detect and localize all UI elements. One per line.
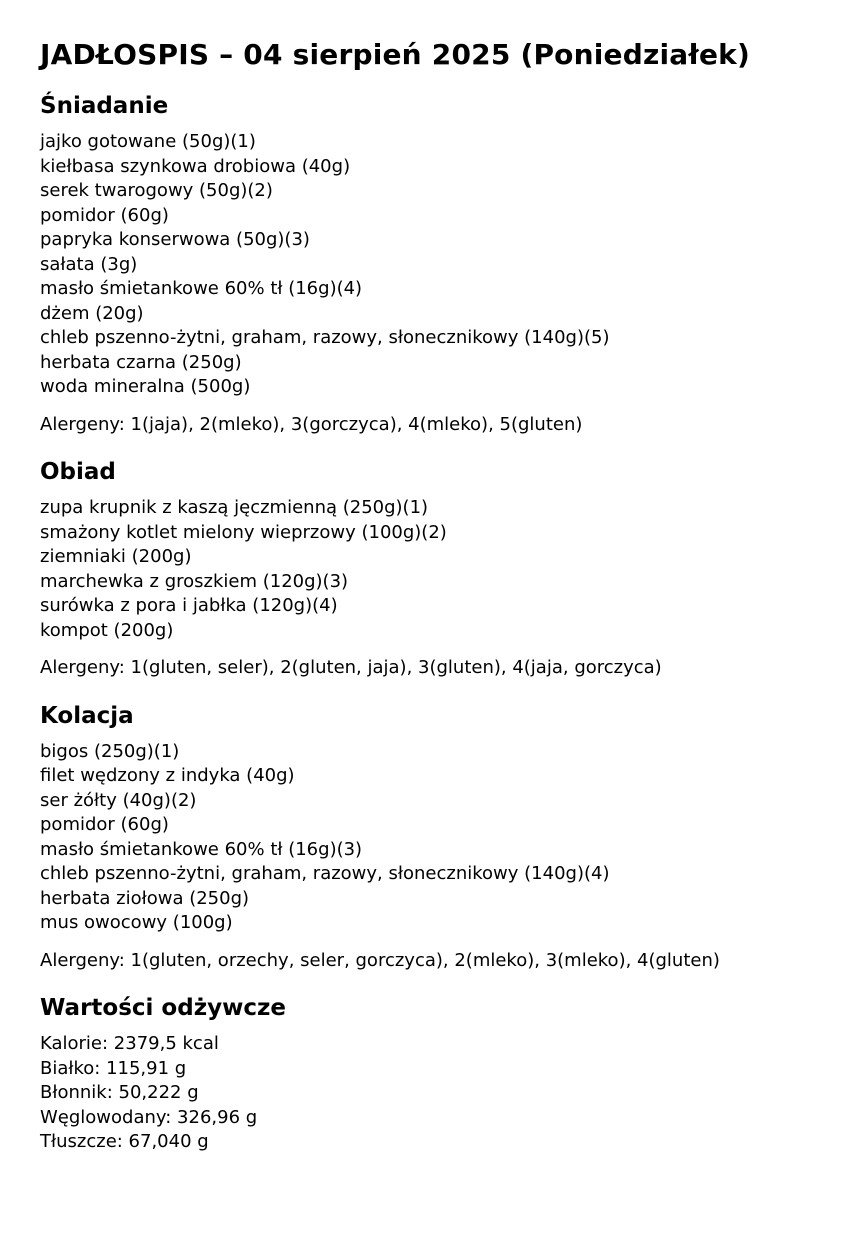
menu-item: herbata czarna (250g) [40,351,242,373]
menu-item: herbata ziołowa (250g) [40,887,250,909]
section-heading: Śniadanie [40,93,169,119]
menu-item: Błonnik: 50,222 g [40,1082,199,1103]
menu-item: papryka konserwowa (50g)(3) [40,229,310,250]
section-heading: Obiad [40,459,116,485]
menu-section [40,459,808,681]
section-items [40,1032,808,1155]
allergens-line: Alergeny: 1(gluten, orzechy, seler, gorczyca), 2(mleko), 3(mleko), 4(gluten) [40,949,720,971]
menu-document [0,38,848,1155]
menu-item: chleb pszenno-żytni, graham, razowy, słonecznikowy (140g)(4) [40,863,610,884]
section-heading: Wartości odżywcze [40,995,286,1021]
menu-item: Tłuszcze: 67,040 g [40,1131,209,1152]
menu-sections [40,93,808,1155]
menu-item: ser żółty (40g)(2) [40,789,197,811]
menu-item: pomidor (60g) [40,814,169,835]
menu-item: dżem (20g) [40,302,144,324]
menu-item: masło śmietankowe 60% tł (16g)(4) [40,278,363,299]
menu-item: marchewka z groszkiem (120g)(3) [40,570,349,592]
page-title: JADŁOSPIS – 04 sierpień 2025 (Poniedziałek) [40,38,750,71]
menu-item: masło śmietankowe 60% tł (16g)(3) [40,838,363,860]
menu-item: kompot (200g) [40,619,174,641]
section-heading: Kolacja [40,702,134,729]
menu-item: sałata (3g) [40,253,138,275]
menu-item: Białko: 115,91 g [40,1057,187,1079]
menu-section [40,93,808,437]
menu-item: mus owocowy (100g) [40,912,233,933]
menu-item: pomidor (60g) [40,204,169,226]
menu-item: Węglowodany: 326,96 g [40,1106,258,1128]
allergens-line: Alergeny: 1(jaja), 2(mleko), 3(gorczyca), 4(mleko), 5(gluten) [40,413,583,435]
menu-section [40,995,808,1155]
menu-item: smażony kotlet mielony wieprzowy (100g)(2) [40,521,447,543]
section-items [40,740,808,936]
menu-item: woda mineralna (500g) [40,376,251,397]
menu-item: serek twarogowy (50g)(2) [40,180,273,201]
menu-item: kiełbasa szynkowa drobiowa (40g) [40,155,351,177]
menu-section [40,703,808,974]
menu-item: ziemniaki (200g) [40,546,192,567]
menu-item: chleb pszenno-żytni, graham, razowy, słonecznikowy (140g)(5) [40,327,610,348]
menu-item: bigos (250g)(1) [40,740,180,762]
menu-item: filet wędzony z indyka (40g) [40,765,295,786]
menu-item: jajko gotowane (50g)(1) [40,131,256,152]
menu-item: zupa krupnik z kaszą jęczmienną (250g)(1) [40,497,429,518]
section-items [40,130,808,400]
menu-item: surówka z pora i jabłka (120g)(4) [40,595,338,616]
section-items [40,496,808,643]
allergens-line: Alergeny: 1(gluten, seler), 2(gluten, jaja), 3(gluten), 4(jaja, gorczyca) [40,657,662,678]
menu-item: Kalorie: 2379,5 kcal [40,1033,219,1054]
